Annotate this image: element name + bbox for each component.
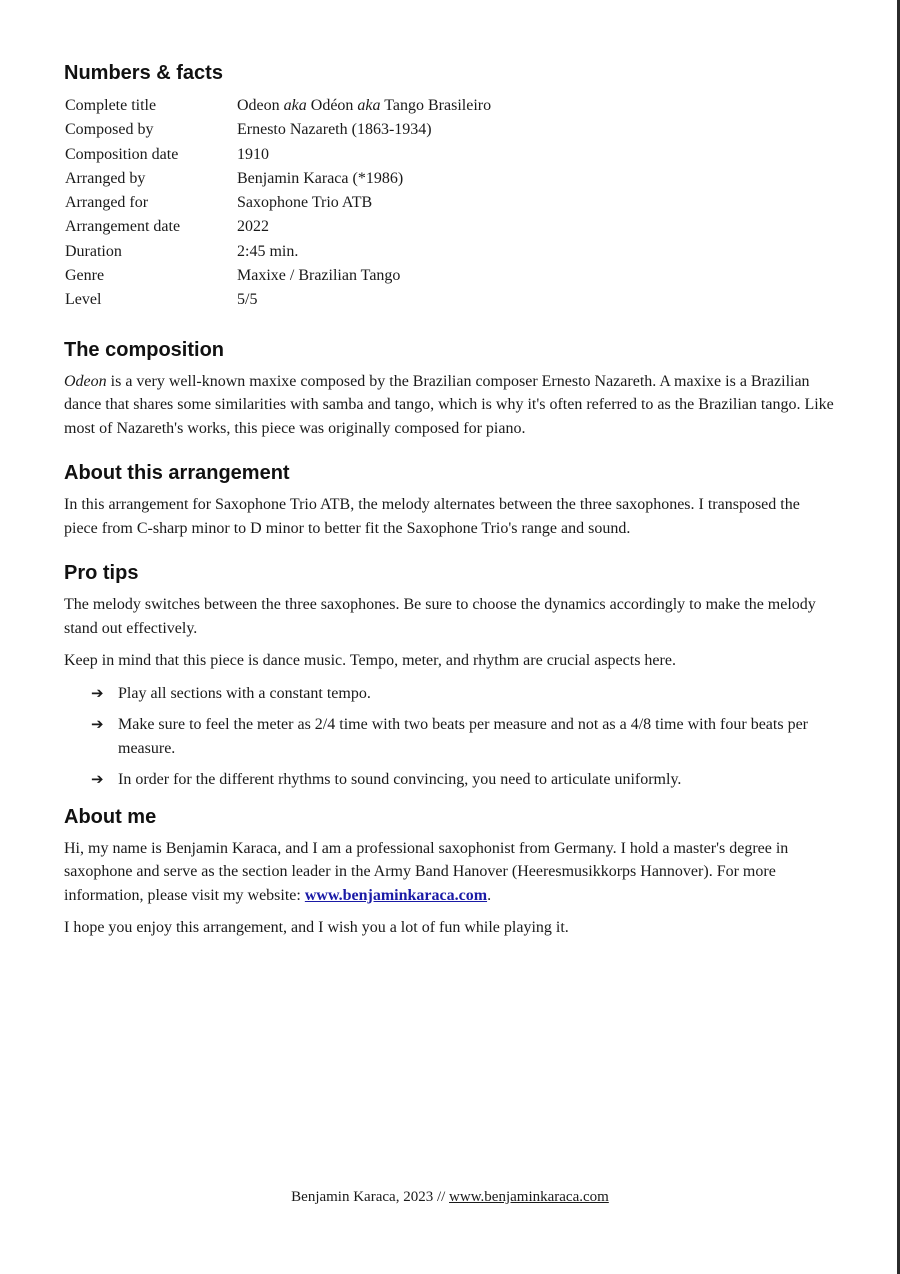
pro-tips-paragraph: The melody switches between the three saxophones. Be sure to choose the dynamics accordingly to make the melody stand out effectively. xyxy=(64,596,816,637)
fact-key: Composed by xyxy=(65,121,154,139)
arrow-right-icon: ➔ xyxy=(91,770,104,789)
fact-value: Maxixe / Brazilian Tango xyxy=(237,267,401,285)
arrangement-heading: About this arrangement xyxy=(64,462,290,485)
fact-value-title: Odeon aka Odéon aka Tango Brasileiro xyxy=(237,97,492,114)
list-item: ➔ Make sure to feel the meter as 2/4 time with two beats per measure and not as a 4/8 time with four beats per measure. xyxy=(91,715,809,757)
arrangement-section xyxy=(64,460,836,540)
about-me-heading: About me xyxy=(64,805,157,828)
list-item: ➔ Play all sections with a constant tempo. xyxy=(64,682,836,706)
table-row xyxy=(65,191,491,215)
arrangement-text: In this arrangement for Saxophone Trio ATB, the melody alternates between the three saxophones. I transposed the piece from C-sharp minor to D minor to better fit the Saxophone Trio's range and sound. xyxy=(64,496,800,537)
page-footer xyxy=(0,1187,900,1207)
about-me-text: Hi, my name is Benjamin Karaca, and I am a professional saxophonist from Germany. I hold a master's degree in saxophone and serve as the section leader in the Army Band Hanover (Heeresmusikkorps Hannover). For more information, please visit my website: www.benjaminkaraca.com. xyxy=(64,839,789,904)
numbers-facts-section xyxy=(64,60,836,313)
composition-heading: The composition xyxy=(64,338,224,361)
fact-value: Ernesto Nazareth (1863-1934) xyxy=(237,121,432,139)
fact-key: Duration xyxy=(65,242,122,260)
fact-key: Genre xyxy=(65,267,105,285)
arrow-right-icon: ➔ xyxy=(91,715,104,734)
pro-tips-heading: Pro tips xyxy=(64,562,139,585)
document-body xyxy=(64,60,836,940)
composition-text: Odeon is a very well-known maxixe composed by the Brazilian composer Ernesto Nazareth. A maxixe is a Brazilian dance that shares some similarities with samba and tango, which is why it's often referred to as the Brazilian tango. Like most of Nazareth's works, this piece was originally composed for piano. xyxy=(64,372,834,437)
fact-key: Level xyxy=(65,291,102,309)
list-item: ➔ In order for the different rhythms to sound convincing, you need to articulate uniformly. xyxy=(64,768,836,792)
table-row xyxy=(65,143,491,167)
facts-table xyxy=(65,94,491,313)
footer-website-link[interactable]: www.benjaminkaraca.com xyxy=(449,1189,609,1205)
fact-value: 5/5 xyxy=(237,291,258,309)
fact-key: Arranged by xyxy=(65,169,146,187)
fact-value: 2:45 min. xyxy=(237,242,299,260)
fact-key: Arrangement date xyxy=(65,218,181,236)
table-row xyxy=(65,215,491,239)
table-row xyxy=(65,167,491,191)
about-me-section xyxy=(64,804,836,940)
numbers-facts-heading: Numbers & facts xyxy=(64,62,223,84)
table-row xyxy=(65,94,491,118)
fact-value: 2022 xyxy=(237,218,269,236)
pro-tips-list xyxy=(64,682,836,792)
pro-tips-section xyxy=(64,560,836,792)
fact-value: Saxophone Trio ATB xyxy=(237,194,373,212)
table-row xyxy=(65,240,491,264)
fact-value: 1910 xyxy=(237,145,269,163)
website-link[interactable]: www.benjaminkaraca.com xyxy=(304,886,488,904)
table-row xyxy=(65,288,491,312)
table-row xyxy=(65,264,491,288)
table-row xyxy=(65,118,491,142)
pro-tips-paragraph: Keep in mind that this piece is dance music. Tempo, meter, and rhythm are crucial aspects here. xyxy=(64,652,676,670)
footer-credit: Benjamin Karaca, 2023 // xyxy=(291,1189,450,1205)
fact-key: Composition date xyxy=(65,145,179,163)
fact-key: Complete title xyxy=(65,97,157,114)
composition-italic-title: Odeon xyxy=(64,372,107,390)
fact-value: Benjamin Karaca (*1986) xyxy=(237,169,404,187)
fact-key: Arranged for xyxy=(65,194,149,212)
composition-section xyxy=(64,337,836,441)
arrow-right-icon: ➔ xyxy=(91,683,104,702)
closing-text: I hope you enjoy this arrangement, and I wish you a lot of fun while playing it. xyxy=(64,919,569,937)
